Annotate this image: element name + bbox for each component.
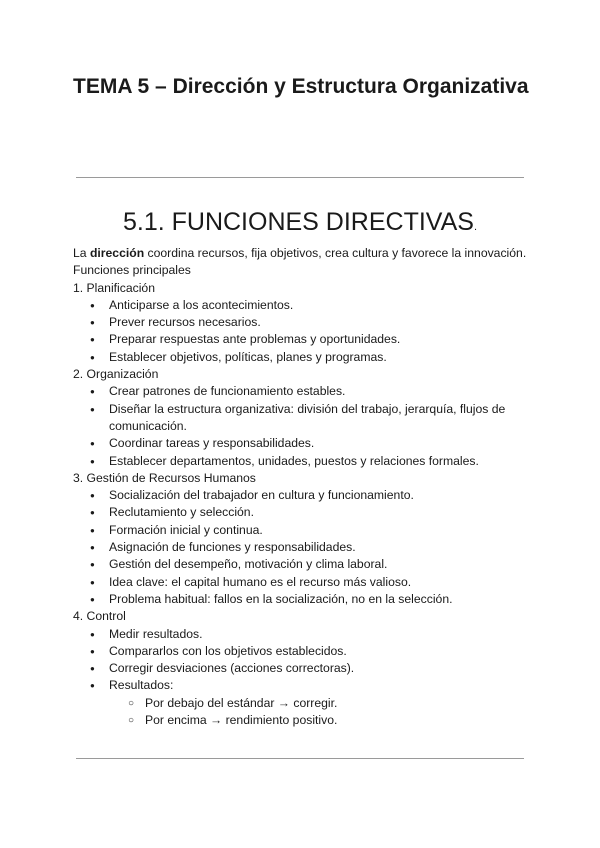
function-heading: 3. Gestión de Recursos Humanos (73, 470, 256, 485)
list-item: ● Problema habitual: fallos en la socialización, no en la selección. (73, 591, 533, 608)
function-heading: 4. Control (73, 609, 126, 624)
intro-prefix: La (73, 246, 90, 260)
sub-list-item: ○ Por debajo del estándar → corregir. (73, 695, 533, 712)
list-item: ● Resultados: (73, 677, 533, 694)
function-heading: 1. Planificación (73, 280, 155, 295)
document-title: TEMA 5 – Dirección y Estructura Organizativa (73, 75, 529, 98)
function-list (73, 297, 533, 366)
intro-paragraph (73, 245, 533, 262)
list-item: ● Gestión del desempeño, motivación y clima laboral. (73, 556, 533, 573)
function-heading: 2. Organización (73, 367, 159, 382)
list-item: ● Medir resultados. (73, 626, 533, 643)
list-item: ● Compararlos con los objetivos establecidos. (73, 643, 533, 660)
bottom-divider (76, 758, 524, 759)
section-title (0, 204, 600, 245)
section-title-dot: . (473, 221, 478, 233)
list-item: ● Corregir desviaciones (acciones correctoras). (73, 660, 533, 677)
function-list (73, 626, 533, 730)
list-item: ● Formación inicial y continua. (73, 522, 533, 539)
list-item: ● Preparar respuestas ante problemas y oportunidades. (73, 331, 533, 348)
list-item: ● Coordinar tareas y responsabilidades. (73, 435, 533, 452)
subheading: Funciones principales (73, 263, 191, 278)
list-item: ● Idea clave: el capital humano es el recurso más valioso. (73, 574, 533, 591)
list-item: ● Establecer departamentos, unidades, puestos y relaciones formales. (73, 453, 533, 470)
document-body (73, 245, 533, 729)
list-item: ● Crear patrones de funcionamiento estables. (73, 383, 533, 400)
sub-list-item: ○ Por encima → rendimiento positivo. (73, 712, 533, 729)
function-list (73, 383, 533, 469)
list-item: ● Anticiparse a los acontecimientos. (73, 297, 533, 314)
list-item: ● Diseñar la estructura organizativa: división del trabajo, jerarquía, flujos de comunicación. (73, 401, 533, 436)
list-item: ● Asignación de funciones y responsabilidades. (73, 539, 533, 556)
list-item: ● Establecer objetivos, políticas, planes y programas. (73, 349, 533, 366)
list-item: ● Socialización del trabajador en cultura y funcionamiento. (73, 487, 533, 504)
top-divider (76, 177, 524, 178)
function-list (73, 487, 533, 608)
intro-bold-term: dirección (89, 246, 145, 260)
intro-suffix: coordina recursos, fija objetivos, crea cultura y favorece la innovación. (144, 246, 527, 260)
list-item: ● Reclutamiento y selección. (73, 504, 533, 521)
section-title-text: 5.1. FUNCIONES DIRECTIVAS (122, 208, 474, 236)
list-item: ● Prever recursos necesarios. (73, 314, 533, 331)
